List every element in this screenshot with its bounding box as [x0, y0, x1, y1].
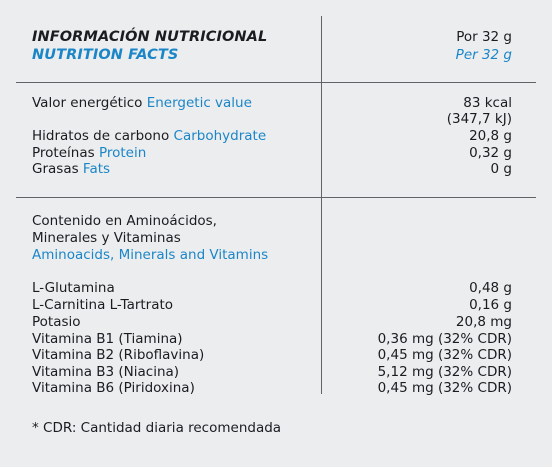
- section2-title-line2: Minerales y Vitaminas: [32, 230, 181, 246]
- title-es: INFORMACIÓN NUTRICIONAL: [32, 29, 268, 45]
- nutrient-value: 5,12 mg (32% CDR): [377, 364, 512, 380]
- nutrient-label: Vitamina B3 (Niacina): [32, 364, 180, 380]
- serving-es: Por 32 g: [456, 29, 512, 45]
- nutrient-value: 0,45 mg (32% CDR): [377, 347, 512, 363]
- macro-label-es: Proteínas: [32, 145, 95, 161]
- energy-kj: (347,7 kJ): [446, 111, 512, 127]
- nutrient-label: Vitamina B2 (Riboflavina): [32, 347, 205, 363]
- header-divider: [16, 82, 536, 83]
- column-divider: [321, 16, 322, 394]
- macro-value-carbohydrate: 20,8 g: [469, 128, 512, 144]
- macro-value-protein: 0,32 g: [469, 145, 512, 161]
- energy-label-es: Valor energético: [32, 95, 143, 111]
- macro-label-en: Fats: [82, 161, 111, 177]
- title-en: NUTRITION FACTS: [32, 47, 179, 63]
- nutrient-value: 20,8 mg: [455, 314, 512, 330]
- macro-row-fats: [32, 161, 110, 177]
- nutrient-label: L-Carnitina L-Tartrato: [32, 297, 174, 313]
- serving-en: Per 32 g: [455, 47, 512, 63]
- nutrient-value: 0,45 mg (32% CDR): [377, 380, 512, 396]
- energy-label: [32, 95, 252, 111]
- macro-label-es: Hidratos de carbono: [32, 128, 170, 144]
- section2-title-en: Aminoacids, Minerals and Vitamins: [32, 247, 269, 263]
- nutrient-value: 0,16 g: [469, 297, 512, 313]
- nutrient-value: 0,48 g: [469, 280, 512, 296]
- footnote: * CDR: Cantidad diaria recomendada: [32, 420, 282, 436]
- macro-row-protein: [32, 145, 146, 161]
- macro-label-es: Grasas: [32, 161, 79, 177]
- energy-kcal: 83 kcal: [463, 95, 512, 111]
- macros-divider: [16, 197, 536, 198]
- nutrient-label: Vitamina B6 (Piridoxina): [32, 380, 195, 396]
- nutrient-label: Potasio: [32, 314, 81, 330]
- nutrient-label: Vitamina B1 (Tiamina): [32, 331, 183, 347]
- macro-value-fats: 0 g: [490, 161, 512, 177]
- section2-title-line1: Contenido en Aminoácidos,: [32, 213, 217, 229]
- macro-label-en: Protein: [98, 145, 147, 161]
- energy-label-en: Energetic value: [146, 95, 252, 111]
- macro-label-en: Carbohydrate: [173, 128, 267, 144]
- nutrient-label: L-Glutamina: [32, 280, 115, 296]
- macro-row-carbohydrate: [32, 128, 266, 144]
- nutrient-value: 0,36 mg (32% CDR): [377, 331, 512, 347]
